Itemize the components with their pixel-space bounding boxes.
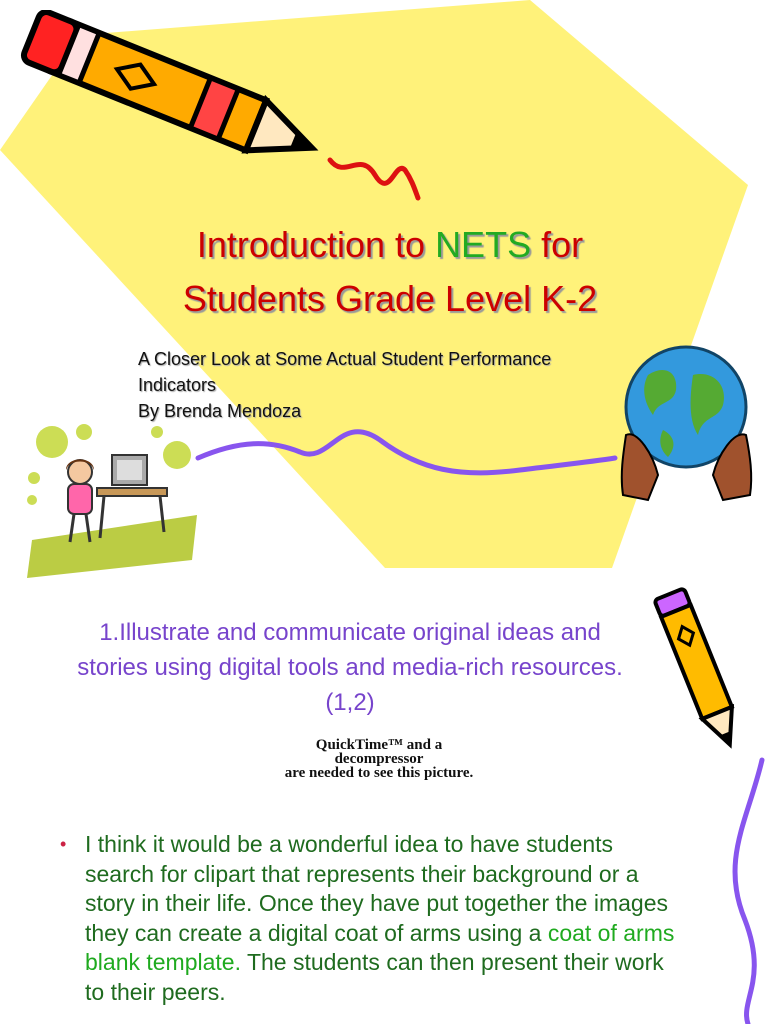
body-text-end: The students can then present their work to their peers.: [85, 949, 664, 1005]
title-line2: Students Grade Level K-2: [182, 278, 598, 319]
title-part1: Introduction to: [196, 224, 436, 265]
bullet-icon: •: [60, 834, 67, 854]
quicktime-line1: QuickTime™ and a: [315, 738, 443, 753]
quicktime-line2: decompressor: [334, 751, 424, 767]
quicktime-placeholder: [248, 738, 510, 788]
body-text-start: I think it would be a wonderful idea to have students search for clipart that represents their background or a story in their life. Once they have put together the images they can create a digital coat of arms using a: [85, 831, 668, 946]
slide-title: [60, 218, 720, 326]
globe-icon: [618, 345, 758, 515]
title-highlight-nets: NETS: [435, 224, 532, 265]
pencil-icon: [10, 10, 350, 190]
quicktime-line3: are needed to see this picture.: [284, 765, 474, 781]
bullet-paragraph: [85, 830, 685, 1007]
subtitle-line2: Indicators: [138, 375, 217, 395]
author-line: By Brenda Mendoza: [138, 401, 302, 421]
slide-subtitle: [138, 346, 620, 424]
pencil-small-icon: [645, 578, 755, 758]
child-computer-icon: [22, 420, 202, 580]
coat-of-arms-template-link[interactable]: coat of arms blank template.: [85, 919, 675, 975]
standard-heading: 1.Illustrate and communicate original ideas and stories using digital tools and media-rich resources. (1,2): [77, 619, 623, 716]
purple-squiggle-right: [735, 760, 762, 1024]
title-part2: for: [531, 224, 584, 265]
subtitle-line1: A Closer Look at Some Actual Student Performance: [138, 349, 552, 369]
